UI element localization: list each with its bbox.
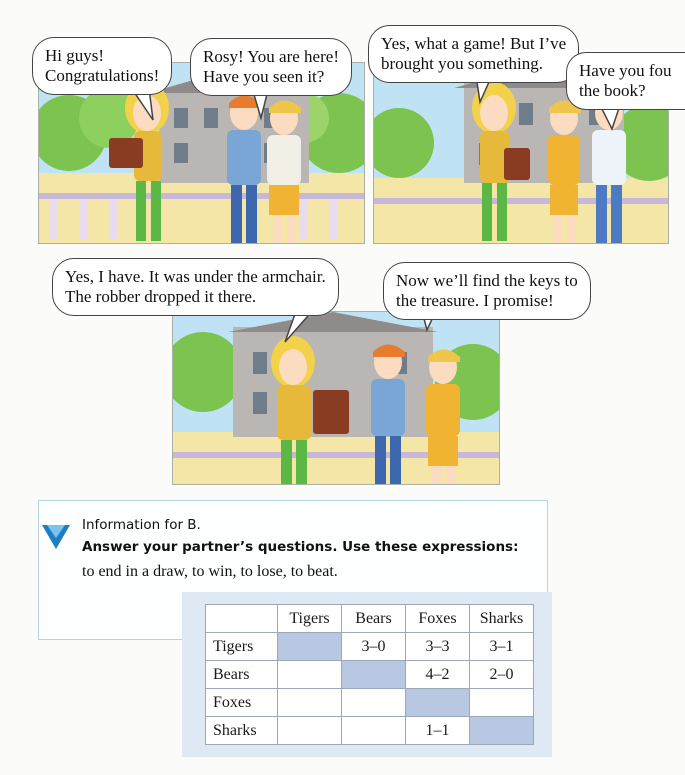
table-cell [278, 661, 342, 689]
speech-bubble-5 [52, 258, 339, 316]
speech-line: Have you fou [579, 61, 672, 80]
table-cell-shaded [406, 689, 470, 717]
table-cell: 3–0 [342, 633, 406, 661]
triangle-marker-icon [40, 521, 72, 551]
table-cell-shaded [470, 717, 534, 745]
results-table [205, 604, 534, 745]
table-cell [342, 689, 406, 717]
row-header: Bears [206, 661, 278, 689]
speech-line: brought you something. [381, 54, 543, 73]
table-cell [470, 689, 534, 717]
info-title: Information for B. [82, 517, 201, 533]
speech-line: Yes, what a game! But I’ve [381, 34, 567, 53]
row-header: Tigers [206, 633, 278, 661]
speech-line: the book? [579, 81, 646, 100]
speech-line: Now we’ll find the keys to [396, 271, 578, 290]
table-cell [278, 689, 342, 717]
info-instruction: Answer your partner’s questions. Use these expressions: [82, 539, 519, 555]
table-cell: 2–0 [470, 661, 534, 689]
table-corner-cell [206, 605, 278, 633]
speech-line: Have you seen it? [203, 67, 325, 86]
speech-line: Congratulations! [45, 66, 160, 85]
speech-bubble-2 [190, 38, 352, 96]
column-header: Foxes [406, 605, 470, 633]
speech-bubble-1 [32, 37, 172, 95]
speech-line: the treasure. I promise! [396, 291, 554, 310]
column-header: Tigers [278, 605, 342, 633]
table-cell [342, 717, 406, 745]
table-cell-shaded [342, 661, 406, 689]
table-cell: 3–3 [406, 633, 470, 661]
column-header: Sharks [470, 605, 534, 633]
table-cell [278, 717, 342, 745]
table-cell: 1–1 [406, 717, 470, 745]
table-cell: 4–2 [406, 661, 470, 689]
table-row [206, 633, 534, 661]
table-row [206, 661, 534, 689]
speech-line: Rosy! You are here! [203, 47, 339, 66]
speech-bubble-6 [383, 262, 591, 320]
table-cell: 3–1 [470, 633, 534, 661]
table-row [206, 689, 534, 717]
info-expressions: to end in a draw, to win, to lose, to beat. [82, 563, 338, 580]
speech-line: The robber dropped it there. [65, 287, 257, 306]
row-header: Sharks [206, 717, 278, 745]
table-row [206, 717, 534, 745]
speech-bubble-4 [566, 52, 685, 110]
table-header-row [206, 605, 534, 633]
table-cell-shaded [278, 633, 342, 661]
speech-bubble-3 [368, 25, 579, 83]
speech-line: Hi guys! [45, 46, 105, 65]
speech-line: Yes, I have. It was under the armchair. [65, 267, 326, 286]
row-header: Foxes [206, 689, 278, 717]
column-header: Bears [342, 605, 406, 633]
